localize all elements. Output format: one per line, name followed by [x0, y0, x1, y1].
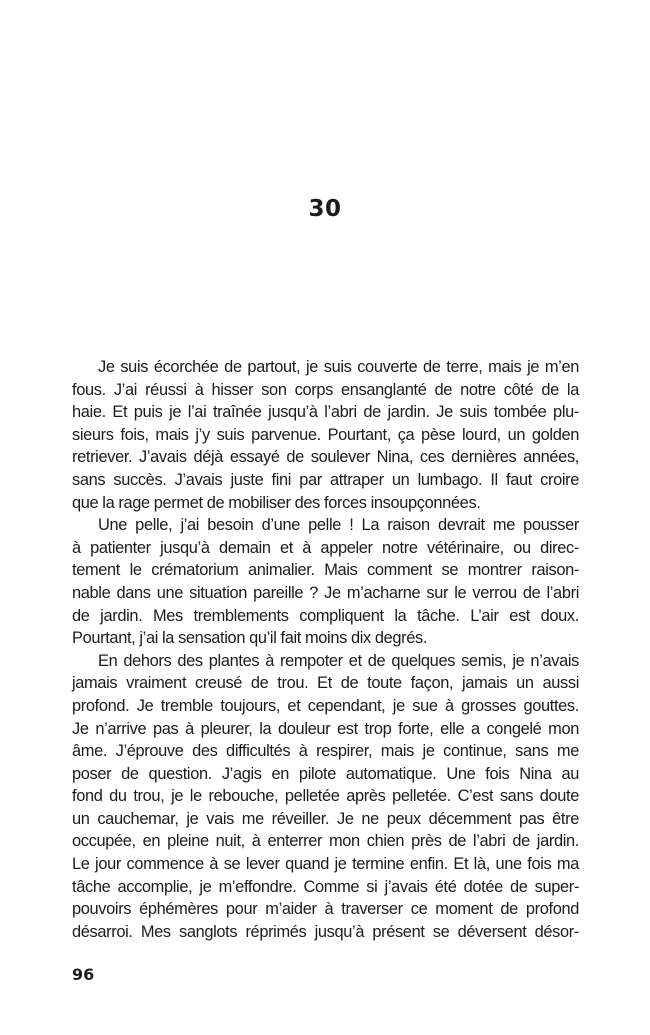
text-line: En dehors des plantes à rempoter et de quelques semis, je n’avais [98, 651, 579, 670]
paragraph-1 [72, 356, 579, 514]
text-line: âme. J’éprouve des difficultés à respirer, mais je continue, sans me [72, 742, 579, 761]
text-line: tâche accomplie, je m’effondre. Comme si j’avais été dotée de super- [72, 877, 579, 896]
text-line: Une pelle, j’ai besoin d’une pelle ! La raison devrait me pousser [98, 516, 579, 535]
text-line: de jardin. Mes tremblements compliquent la tâche. L’air est doux. [72, 606, 579, 625]
paragraph-2 [72, 514, 579, 650]
text-line: un cauchemar, je vais me réveiller. Je ne peux décemment pas être [72, 809, 579, 828]
text-line: pouvoirs éphémères pour m’aider à traverser ce moment de profond [72, 900, 579, 919]
text-line: sieurs fois, mais j’y suis parvenue. Pourtant, ça pèse lourd, un golden [72, 425, 579, 444]
text-line: nable dans une situation pareille ? Je m’acharne sur le verrou de l’abri [72, 583, 579, 602]
paragraph-3 [72, 650, 579, 944]
text-line: Je suis écorchée de partout, je suis couverte de terre, mais je m’en [98, 358, 579, 376]
chapter-number: 30 [308, 196, 342, 222]
text-line: désarroi. Mes sanglots réprimés jusqu’à présent se déversent désor- [72, 922, 579, 941]
text-line: jamais vraiment creusé de trou. Et de toute façon, jamais un aussi [72, 674, 579, 693]
chapter-body [72, 356, 579, 943]
text-line: sans succès. J’avais juste fini par attraper un lumbago. Il faut croire [72, 470, 579, 489]
text-line: retriever. J’avais déjà essayé de soulever Nina, ces dernières années, [72, 448, 579, 467]
text-line: haie. Et puis je l’ai traînée jusqu’à l’abri de jardin. Je suis tombée plu- [72, 403, 579, 422]
text-line: Le jour commence à se lever quand je termine enfin. Et là, une fois ma [72, 855, 579, 874]
page-number: 96 [72, 965, 95, 984]
text-line: poser de question. J’agis en pilote automatique. Une fois Nina au [72, 764, 579, 783]
text-line: Pourtant, j’ai la sensation qu’il fait moins dix degrés. [72, 629, 428, 648]
text-line: tement le crématorium animalier. Mais comment se montrer raison- [72, 561, 579, 580]
text-line: que la rage permet de mobiliser des forces insoupçonnées. [72, 493, 481, 512]
text-line: Je n’arrive pas à pleurer, la douleur est trop forte, elle a congelé mon [72, 719, 579, 738]
text-line: occupée, en pleine nuit, à enterrer mon chien près de l’abri de jardin. [72, 832, 579, 851]
text-line: fous. J’ai réussi à hisser son corps ensanglanté de notre côté de la [72, 380, 579, 399]
text-line: fond du trou, je le rebouche, pelletée après pelletée. C’est sans doute [72, 787, 579, 806]
text-line: à patienter jusqu’à demain et à appeler notre vétérinaire, ou direc- [72, 538, 579, 557]
text-line: profond. Je tremble toujours, et cependant, je sue à grosses gouttes. [72, 696, 579, 715]
